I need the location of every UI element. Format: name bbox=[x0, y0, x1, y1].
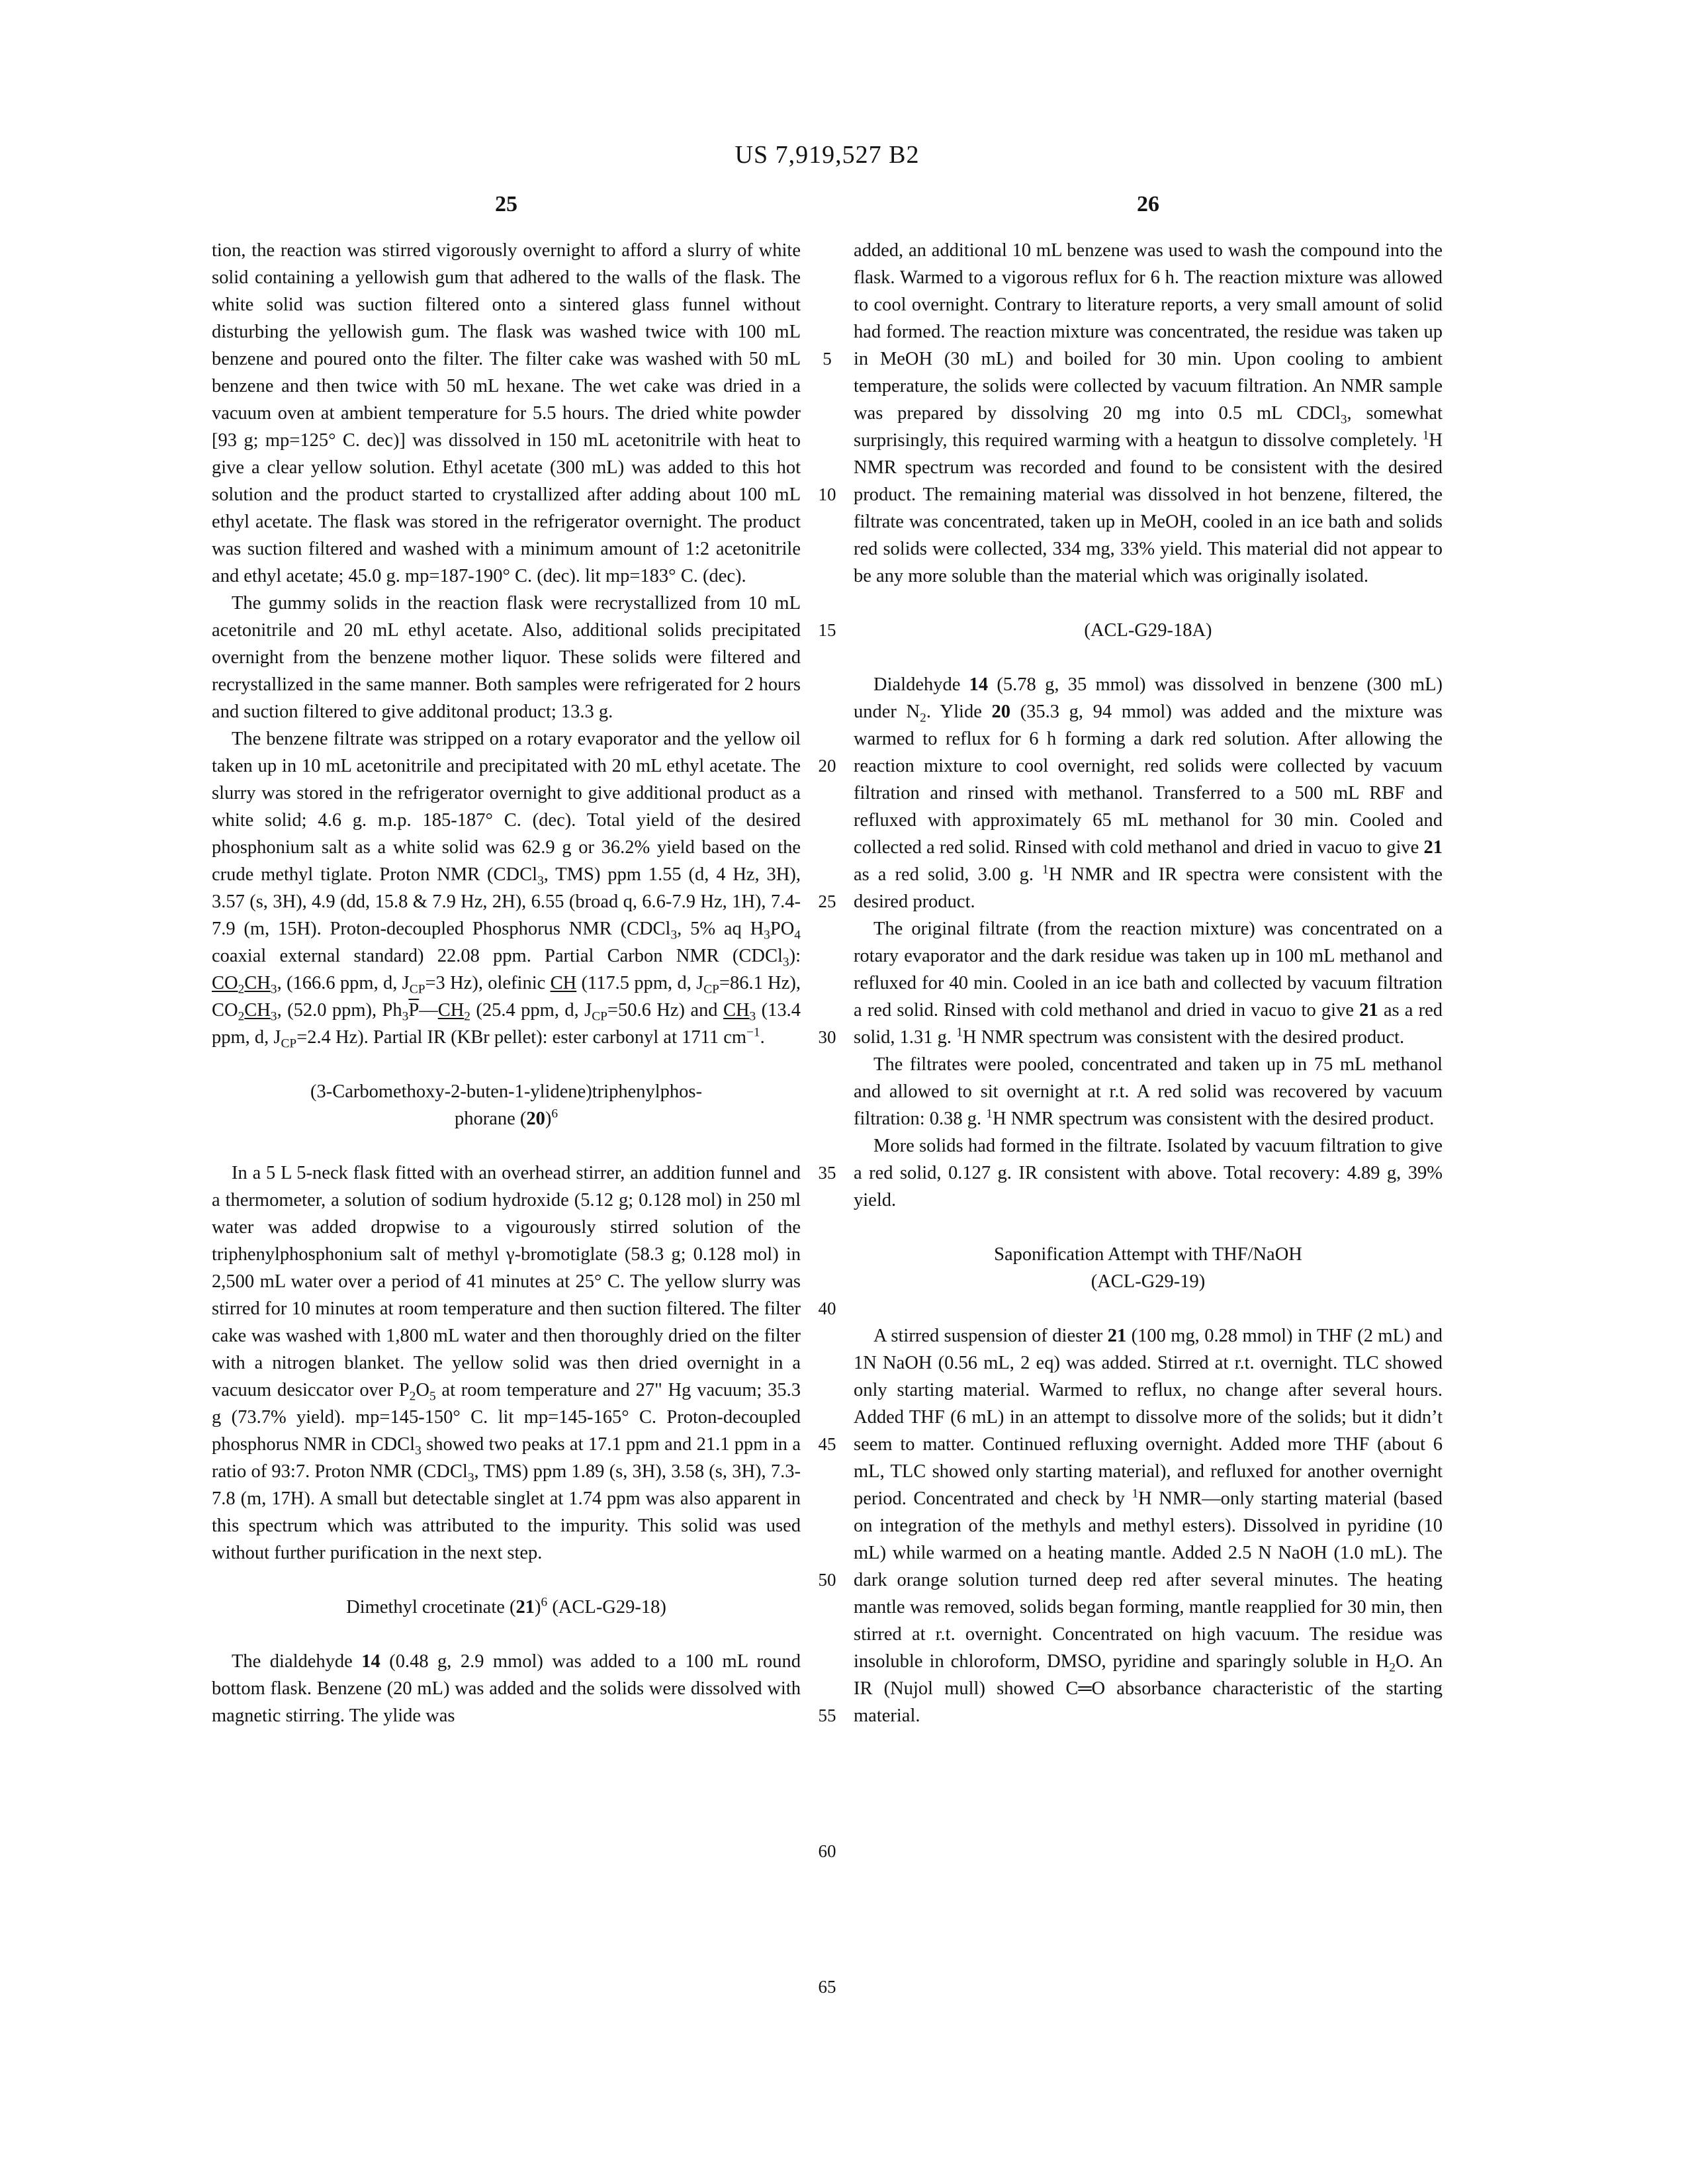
paragraph: More solids had formed in the filtrate. Isolated by vacuum filtration to give a red solid, 0.127 g. IR consistent with above. Total recovery: 4.89 g, 39% yield. bbox=[854, 1136, 1443, 1210]
line-number: 25 bbox=[818, 891, 836, 911]
column-numbers-row bbox=[212, 192, 1443, 217]
paragraph: The dialdehyde 14 (0.48 g, 2.9 mmol) was added to a 100 mL round bottom flask. Benzene (20 mL) was added and the solids were dissolved with magnetic stirring. The ylide was bbox=[212, 1651, 801, 1726]
paragraph: The benzene filtrate was stripped on a rotary evaporator and the yellow oil taken up in 10 mL acetonitrile and precipitated with 20 mL ethyl acetate. The slurry was stored in the refrigerator overnight to give additional product as a white solid; 4.6 g. m.p. 185-187° C. (dec). Total yield of the desired phosphonium salt as a white solid was 62.9 g or 36.2% yield based on the crude methyl tiglate. Proton NMR (CDCl$_3$, TMS) ppm 1.55 (d, 4 Hz, 3H), 3.57 (s, 3H), 4.9 (dd, 15.8 & 7.9 Hz, 2H), 6.55 (broad q, 6.6-7.9 Hz, 1H), 7.4-7.9 (m, 15H). Proton-decoupled Phosphorus NMR (CDCl$_3$, 5% aq $H_3PO_4$ coaxial external standard) 22.08 ppm. Partial Carbon NMR (CDCl$_3$): $CO_2CH_3$, (166.6 ppm, d, $J_{CP}=3$ Hz), olefinic CH (117.5 ppm, d, $J_{CP}=86.1$ Hz), $CO_2CH_3$, (52.0 ppm), $Ph_3\overline{P}—CH_2$ (25.4 ppm, d, $J_{CP}=50.6$ Hz) and $CH_3$ (13.4 ppm, d, $J_{CP}=2.4$ Hz). Partial IR (KBr pellet): ester carbonyl at 1711 $cm^{-1}$. bbox=[212, 729, 801, 1051]
gutter-spacer bbox=[801, 192, 854, 217]
paragraph: Dialdehyde 14 (5.78 g, 35 mmol) was dissolved in benzene (300 mL) under $N_2$. Ylide 20 (35.3 g, 94 mmol) was added and the mixture was warmed to reflux for 6 h forming a dark red solution. After allowing the reaction mixture to cool overnight, red solids were collected by vacuum filtration and rinsed with methanol. Transferred to a 500 mL RBF and refluxed with approximately 65 mL methanol for 30 min. Cooled and collected a red solid. Rinsed with cold methanol and dried in vacuo to give 21 as a red solid, 3.00 g. $^1$H NMR and IR spectra were consistent with the desired product. bbox=[854, 674, 1443, 912]
paragraph: The gummy solids in the reaction flask were recrystallized from 10 mL acetonitrile and 20 mL ethyl acetate. Also, additional solids precipitated overnight from the benzene mother liquor. These solids were filtered and recrystallized in the same manner. Both samples were refrigerated for 2 hours and suction filtered to give additonal product; 13.3 g. bbox=[212, 593, 801, 722]
section-heading: (3-Carbomethoxy-2-buten-1-ylidene)triphenylphos- phorane $(20)^6$ bbox=[310, 1081, 702, 1129]
section-heading: Saponification Attempt with THF/NaOH (ACL-G29-19) bbox=[994, 1244, 1302, 1292]
paragraph: In a 5 L 5-neck flask fitted with an overhead stirrer, an addition funnel and a thermometer, a solution of sodium hydroxide (5.12 g; 0.128 mol) in 250 ml water was added dropwise to a vigourously stirred solution of the triphenylphosphonium salt of methyl γ-bromotiglate (58.3 g; 0.128 mol) in 2,500 mL water over a period of 41 minutes at 25° C. The yellow slurry was stirred for 10 minutes at room temperature and then suction filtered. The filter cake was washed with 1,800 mL water and then thoroughly dried on the filter with a nitrogen blanket. The yellow solid was then dried overnight in a vacuum desiccator over $P_2O_5$ at room temperature and 27" Hg vacuum; 35.3 g (73.7% yield). mp=145-150° C. lit mp=145-165° C. Proton-decoupled phosphorus NMR in CDCl$_3$ showed two peaks at 17.1 ppm and 21.1 ppm in a ratio of 93:7. Proton NMR (CDCl$_3$, TMS) ppm 1.89 (s, 3H), 3.58 (s, 3H), 7.3-7.8 (m, 17H). A small but detectable singlet at 1.74 ppm was also apparent in this spectrum which was attributed to the impurity. This solid was used without further purification in the next step. bbox=[212, 1163, 801, 1563]
line-number: 50 bbox=[818, 1570, 836, 1590]
line-number: 10 bbox=[818, 484, 836, 504]
paragraph: tion, the reaction was stirred vigorously overnight to afford a slurry of white solid containing a yellowish gum that adhered to the walls of the flask. The white solid was suction filtered onto a sintered glass funnel without disturbing the yellowish gum. The flask was washed twice with 100 mL benzene and poured onto the filter. The filter cake was washed with 50 mL benzene and then twice with 50 mL hexane. The wet cake was dried in a vacuum oven at ambient temperature for 5.5 hours. The dried white powder [93 g; mp=125° C. dec)] was dissolved in 150 mL acetonitrile with heat to give a clear yellow solution. Ethyl acetate (300 mL) was added to this hot solution and the product started to crystallized after adding about 100 mL ethyl acetate. The flask was stored in the refrigerator overnight. The product was suction filtered and washed with a minimum amount of 1:2 acetonitrile and ethyl acetate; 45.0 g. mp=187-190° C. (dec). lit mp=183° C. (dec). bbox=[212, 240, 801, 586]
right-column bbox=[854, 237, 1443, 1729]
paragraph: A stirred suspension of diester 21 (100 mg, 0.28 mmol) in THF (2 mL) and 1N NaOH (0.56 mL, 2 eq) was added. Stirred at r.t. overnight. TLC showed only starting material. Warmed to reflux, no change after several hours. Added THF (6 mL) in an attempt to dissolve more of the solids; but it didn’t seem to matter. Continued refluxing overnight. Added more THF (about 6 mL, TLC showed only starting material), and refluxed for another overnight period. Concentrated and check by $^1$H NMR—only starting material (based on integration of the methyls and methyl esters). Dissolved in pyridine (10 mL) while warmed on a heating mantle. Added 2.5 N NaOH (1.0 mL). The dark orange solution turned deep red after several minutes. The heating mantle was removed, solids began forming, mantle reapplied for 30 min, then stirred at r.t. overnight. Concentrated on high vacuum. The residue was insoluble in chloroform, DMSO, pyridine and sparingly soluble in $H_2O$. An IR (Nujol mull) showed C═O absorbance characteristic of the starting material. bbox=[854, 1326, 1443, 1726]
line-number: 40 bbox=[818, 1298, 836, 1318]
line-number: 20 bbox=[818, 756, 836, 776]
paragraph: added, an additional 10 mL benzene was used to wash the compound into the flask. Warmed to a vigorous reflux for 6 h. The reaction mixture was allowed to cool overnight. Contrary to literature reports, a very small amount of solid had formed. The reaction mixture was concentrated, the residue was taken up in MeOH (30 mL) and boiled for 30 min. Upon cooling to ambient temperature, the solids were collected by vacuum filtration. An NMR sample was prepared by dissolving 20 mg into 0.5 mL CDCl$_3$, somewhat surprisingly, this required warming with a heatgun to dissolve completely. $^1$H NMR spectrum was recorded and found to be consistent with the desired product. The remaining material was dissolved in hot benzene, filtered, the filtrate was concentrated, taken up in MeOH, cooled in an ice bath and solids red solids were collected, 334 mg, 33% yield. This material did not appear to be any more soluble than the material which was originally isolated. bbox=[854, 240, 1443, 586]
line-number: 45 bbox=[818, 1434, 836, 1454]
line-number: 65 bbox=[818, 1977, 836, 1997]
patent-number: US 7,919,527 B2 bbox=[735, 141, 920, 169]
page-content bbox=[212, 237, 1443, 1997]
line-number: 35 bbox=[818, 1163, 836, 1183]
paragraph: The original filtrate (from the reaction mixture) was concentrated on a rotary evaporator and the dark residue was taken up in 100 mL methanol and refluxed for 40 min. Cooled in an ice bath and collected by vacuum filtration a red solid. Rinsed with cold methanol and dried in vacuo to give 21 as a red solid, 1.31 g. $^1$H NMR spectrum was consistent with the desired product. bbox=[854, 919, 1443, 1048]
line-number: 60 bbox=[818, 1841, 836, 1861]
column-number-right: 26 bbox=[1137, 192, 1159, 216]
section-heading: (ACL-G29-18A) bbox=[1084, 620, 1212, 641]
paragraph: The filtrates were pooled, concentrated and taken up in 75 mL methanol and allowed to sit overnight at r.t. A red solid was recovered by vacuum filtration: 0.38 g. $^1$H NMR spectrum was consistent with the desired product. bbox=[854, 1054, 1443, 1129]
left-column bbox=[212, 237, 801, 1729]
line-number: 55 bbox=[818, 1706, 836, 1725]
line-number: 15 bbox=[818, 620, 836, 640]
section-heading: Dimethyl crocetinate $(21)^6$ (ACL-G29-18) bbox=[346, 1595, 666, 1617]
line-number: 30 bbox=[818, 1027, 836, 1047]
line-number: 5 bbox=[823, 349, 832, 369]
column-number-left: 25 bbox=[495, 192, 517, 216]
line-number-gutter bbox=[801, 237, 854, 1997]
